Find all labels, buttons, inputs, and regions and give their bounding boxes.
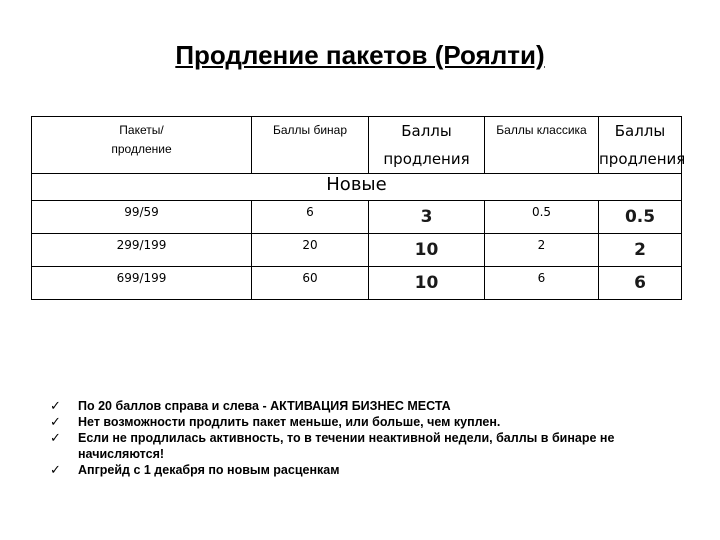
table-row bbox=[32, 201, 682, 234]
list-item bbox=[50, 430, 680, 462]
header-packages bbox=[32, 117, 252, 174]
checkmark-icon: ✓ bbox=[50, 414, 61, 429]
header-renew-classic bbox=[599, 117, 686, 174]
list-item bbox=[50, 398, 680, 414]
header-binar: Баллы бинар bbox=[252, 117, 369, 174]
header-renew-binar-line2: продления bbox=[383, 150, 470, 168]
section-row bbox=[32, 174, 682, 201]
note-text: Если не продлилась активность, то в течении неактивной недели, баллы в бинаре не начисляются! bbox=[78, 431, 615, 461]
header-renew-binar-line1: Баллы bbox=[401, 122, 452, 140]
header-classic: Баллы классика bbox=[485, 117, 599, 174]
note-text: По 20 баллов справа и слева - АКТИВАЦИЯ БИЗНЕС МЕСТА bbox=[78, 399, 451, 413]
cell-renew-classic: 6 bbox=[599, 267, 682, 300]
list-item bbox=[50, 414, 680, 430]
list-item bbox=[50, 462, 680, 478]
cell-renew-binar: 10 bbox=[369, 234, 485, 267]
cell-package: 699/199 bbox=[32, 267, 252, 300]
page-title: Продление пакетов (Роялти) bbox=[175, 40, 545, 70]
cell-binar: 60 bbox=[252, 267, 369, 300]
cell-binar: 20 bbox=[252, 234, 369, 267]
cell-renew-classic: 2 bbox=[599, 234, 682, 267]
cell-package: 299/199 bbox=[32, 234, 252, 267]
cell-classic: 2 bbox=[485, 234, 599, 267]
note-text: Нет возможности продлить пакет меньше, или больше, чем куплен. bbox=[78, 415, 501, 429]
checkmark-icon: ✓ bbox=[50, 462, 61, 477]
header-renew-binar bbox=[369, 117, 485, 174]
header-row bbox=[32, 117, 682, 174]
header-packages-line1: Пакеты/ bbox=[119, 123, 164, 137]
header-renew-classic-line1: Баллы bbox=[614, 122, 666, 140]
cell-package: 99/59 bbox=[32, 201, 252, 234]
header-renew-classic-line2: продления bbox=[599, 150, 686, 168]
cell-classic: 6 bbox=[485, 267, 599, 300]
cell-renew-binar: 3 bbox=[369, 201, 485, 234]
note-text: Апгрейд с 1 декабря по новым расценкам bbox=[78, 463, 340, 477]
royalty-table bbox=[31, 116, 686, 300]
table-row bbox=[32, 267, 682, 300]
cell-classic: 0.5 bbox=[485, 201, 599, 234]
cell-renew-binar: 10 bbox=[369, 267, 485, 300]
checkmark-icon: ✓ bbox=[50, 398, 61, 413]
notes-list bbox=[50, 398, 680, 478]
checkmark-icon: ✓ bbox=[50, 430, 61, 445]
cell-renew-classic: 0.5 bbox=[599, 201, 682, 234]
section-label: Новые bbox=[32, 174, 682, 201]
header-packages-line2: продление bbox=[111, 142, 172, 156]
cell-binar: 6 bbox=[252, 201, 369, 234]
table-row bbox=[32, 234, 682, 267]
